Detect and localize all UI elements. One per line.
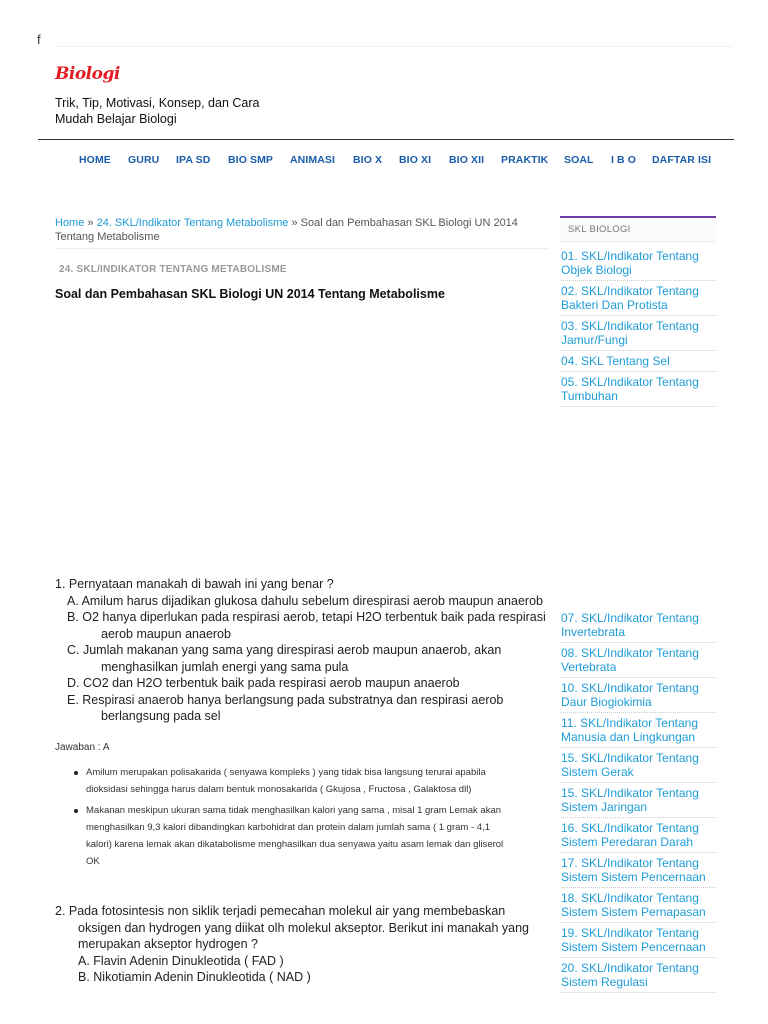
breadcrumb-home-link[interactable]: Home [55, 217, 85, 229]
breadcrumb-separator: » [84, 217, 97, 229]
site-logo[interactable]: Biologi [55, 64, 120, 84]
sidebar-link[interactable]: 17. SKL/Indikator Tentang Sistem Sistem Pencernaan [561, 853, 716, 888]
option-a: A. Flavin Adenin Dinukleotida ( FAD ) [78, 953, 284, 968]
breadcrumb-separator: » [288, 217, 301, 229]
post-category[interactable]: 24. SKL/INDIKATOR TENTANG METABOLISME [59, 264, 287, 275]
option-e [55, 692, 555, 725]
post-title: Soal dan Pembahasan SKL Biologi UN 2014 Tentang Metabolisme [55, 287, 445, 301]
nav-item-animasi[interactable]: ANIMASI [290, 154, 336, 166]
option-a [55, 593, 555, 610]
nav-item-bio-xii[interactable]: BIO XII [449, 154, 485, 166]
sidebar-link[interactable]: 20. SKL/Indikator Tentang Sistem Regulasi [561, 958, 716, 993]
option-text: A. Amilum harus dijadikan glukosa dahulu sebelum direspirasi aerob maupun anaerob [67, 593, 543, 608]
sidebar-link[interactable]: 11. SKL/Indikator Tentang Manusia dan Lingkungan [561, 713, 716, 748]
nav-item-bio-x[interactable]: BIO X [353, 154, 383, 166]
sidebar-link[interactable]: 03. SKL/Indikator Tentang Jamur/Fungi [561, 316, 716, 351]
sidebar-link[interactable]: 15. SKL/Indikator Tentang Sistem Gerak [561, 748, 716, 783]
option-c [55, 642, 555, 675]
list-item: Makanan meskipun ukuran sama tidak menghasilkan kalori yang sama , misal 1 gram Lemak akan menghasilkan 9,3 kalori dibandingkan karbohidrat dan protein dalam jumlah sama ( 1 gram - 4,1 kalori) karena lemak akan dikatabolisme menghasilkan dua senyawa yaitu asam lemak dan gliserol OK [72, 802, 512, 870]
option-text-continued: aerob maupun anaerob [101, 626, 231, 641]
question-2 [55, 903, 555, 986]
sidebar-link[interactable]: 05. SKL/Indikator Tentang Tumbuhan [561, 372, 716, 407]
nav-item-bio-smp[interactable]: BIO SMP [228, 154, 274, 166]
sidebar-link[interactable]: 08. SKL/Indikator Tentang Vertebrata [561, 643, 716, 678]
sidebar-link[interactable]: 15. SKL/Indikator Tentang Sistem Jaringan [561, 783, 716, 818]
main-nav [0, 154, 768, 168]
explanation-list [72, 764, 512, 874]
sidebar-link[interactable]: 02. SKL/Indikator Tentang Bakteri Dan Protista [561, 281, 716, 316]
question-text-continued: oksigen dan hydrogen yang diikat olh molekul akseptor. Berikut ini manakah yang [78, 920, 529, 935]
site-header [55, 64, 285, 127]
site-description: Trik, Tip, Motivasi, Konsep, dan Cara Mudah Belajar Biologi [55, 96, 260, 126]
sidebar-link[interactable]: 19. SKL/Indikator Tentang Sistem Sistem Pencernaan [561, 923, 716, 958]
breadcrumb-divider [55, 248, 548, 249]
breadcrumb-current: Soal dan Pembahasan SKL Biologi UN 2014 Tentang Metabolisme [55, 217, 518, 243]
sidebar-links-top [561, 246, 716, 407]
option-text: C. Jumlah makanan yang sama yang direspirasi aerob maupun anaerob, akan [67, 643, 502, 657]
nav-item-soal[interactable]: SOAL [564, 154, 594, 166]
question-1 [55, 576, 555, 725]
facebook-icon[interactable]: f [37, 32, 41, 47]
option-text-continued: berlangsung pada sel [101, 709, 221, 723]
option-b: B. Nikotiamin Adenin Dinukleotida ( NAD ) [78, 970, 311, 984]
nav-item-guru[interactable]: GURU [128, 154, 160, 166]
option-text: B. O2 hanya diperlukan pada respirasi aerob, tetapi H2O terbentuk baik pada respirasi [67, 610, 546, 624]
nav-item-home[interactable]: HOME [79, 154, 111, 166]
nav-item-ibo[interactable]: I B O [611, 154, 637, 166]
question-text-continued: merupakan akseptor hydrogen ? [78, 937, 258, 951]
option-d [55, 675, 555, 692]
breadcrumb-category-link[interactable]: 24. SKL/Indikator Tentang Metabolisme [96, 217, 289, 229]
option-text: D. CO2 dan H2O terbentuk baik pada respirasi aerob maupun anaerob [67, 676, 460, 690]
option-text-continued: menghasilkan jumlah energi yang sama pula [101, 659, 349, 674]
answer-label: Jawaban : A [55, 742, 110, 753]
option-b [55, 609, 555, 642]
nav-item-bio-xi[interactable]: BIO XI [399, 154, 432, 166]
sidebar-link[interactable]: 04. SKL Tentang Sel [561, 351, 716, 372]
nav-item-daftar-isi[interactable]: DAFTAR ISI [652, 154, 712, 166]
nav-item-ipa-sd[interactable]: IPA SD [176, 154, 211, 166]
sidebar-link[interactable]: 16. SKL/Indikator Tentang Sistem Peredaran Darah [561, 818, 716, 853]
sidebar-heading: SKL BIOLOGI [560, 216, 716, 242]
question-text: 2. Pada fotosintesis non siklik terjadi pemecahan molekul air yang membebaskan [55, 904, 506, 918]
breadcrumb [55, 216, 550, 244]
sidebar-link[interactable]: 18. SKL/Indikator Tentang Sistem Sistem Pernapasan [561, 888, 716, 923]
sidebar-links-bottom [561, 608, 716, 993]
nav-item-praktik[interactable]: PRAKTIK [501, 154, 549, 166]
list-item: Amilum merupakan polisakarida ( senyawa kompleks ) yang tidak bisa langsung terurai apabila dioksidasi sehingga harus dalam bentuk monosakarida ( Gkujosa , Fructosa , Galaktosa dll) [72, 764, 512, 798]
sidebar-link[interactable]: 01. SKL/Indikator Tentang Objek Biologi [561, 246, 716, 281]
question-text: 1. Pernyataan manakah di bawah ini yang benar ? [55, 577, 334, 591]
sidebar-link[interactable]: 07. SKL/Indikator Tentang Invertebrata [561, 608, 716, 643]
sidebar-link[interactable]: 10. SKL/Indikator Tentang Daur Biogiokimia [561, 678, 716, 713]
top-divider [55, 46, 732, 47]
option-text: E. Respirasi anaerob hanya berlangsung pada substratnya dan respirasi aerob [67, 692, 504, 707]
